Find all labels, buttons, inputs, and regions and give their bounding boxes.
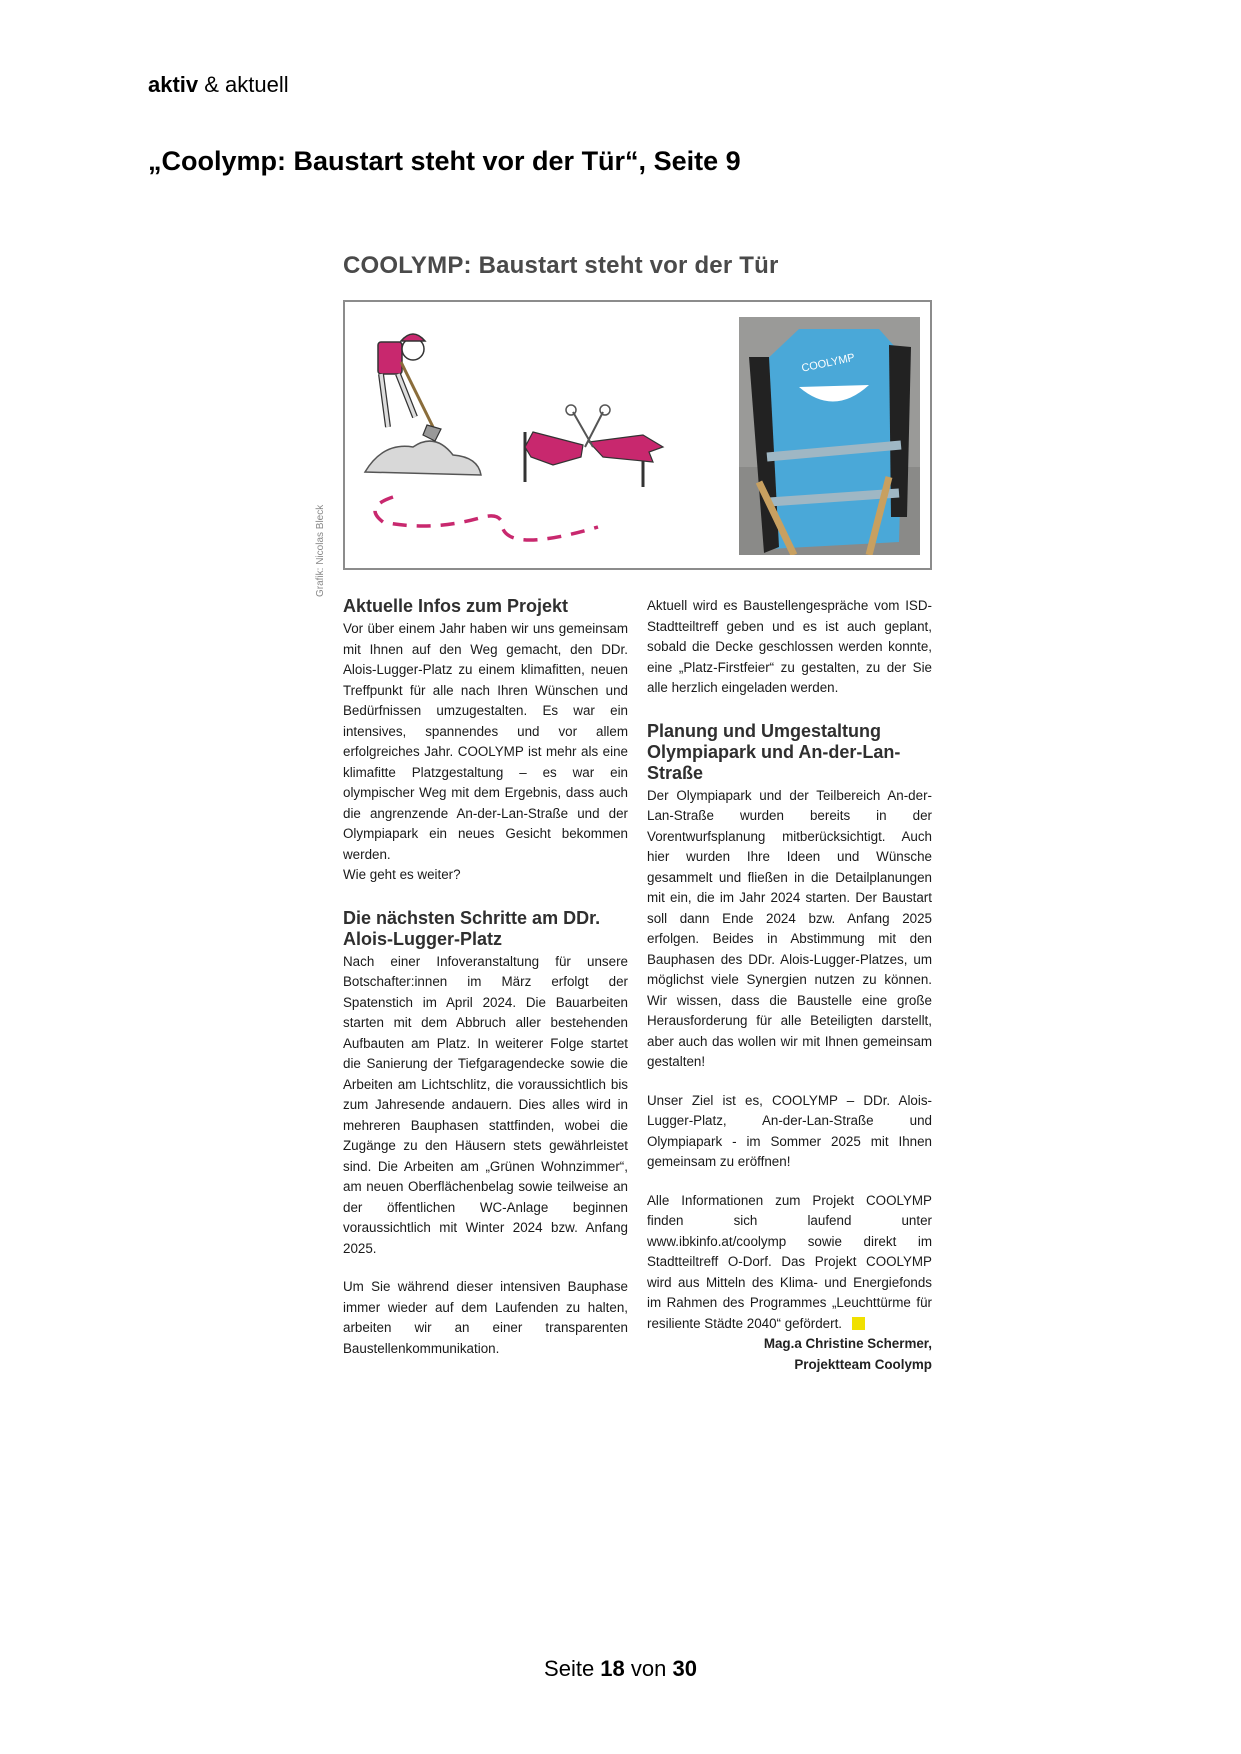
construction-illustration [353,307,733,567]
heading-current-info: Aktuelle Infos zum Projekt [343,596,569,616]
paragraph-more-info [647,1191,932,1335]
article-figure [315,300,932,597]
document-header [148,72,289,98]
end-mark-icon [852,1317,865,1330]
paragraph-planning: Der Olympiapark und der Teilbereich An-der-Lan-Straße wurden bereits in der Vorentwurfsplanung mitberücksichtigt. Auch hier wurden Ihre Ideen und Wünsche gesammelt und fließen in die Detailplanungen mit ein, die im Jahr 2024 starten. Der Baustart soll dann Ende 2024 bzw. Anfang 2025 erfolgen. Beides in Abstimmung mit den Bauphasen des DDr. Alois-Lugger-Platzes, um möglichst viele Synergien nutzen zu können. Wir wissen, dass die Baustelle eine große Herausforderung für alle Beteiligten darstellt, aber auch das wollen wir mit Ihnen gemeinsam gestalten! [647,787,932,1069]
article-right-column [647,596,932,1375]
document-title: „Coolymp: Baustart steht vor der Tür“, Seite 9 [148,146,741,176]
paragraph-intro: Vor über einem Jahr haben wir uns gemeinsam mit Ihnen auf den Weg gemacht, den DDr. Alois-Lugger-Platz zu einem klimafitten, neuen Treffpunkt für alle nach Ihren Wünschen und Bedürfnissen umzugestalten. Es war ein intensives, spannendes und vor allem erfolgreiches Jahr. COOLYMP ist mehr als eine klimafitte Platzgestaltung – es war ein olympischer Weg mit dem Ergebnis, dass auch die angrenzende An-der-Lan-Straße und der Olympiapark ein neues Gesicht bekommen werden. [343,621,628,862]
more-info-text: Alle Informationen zum Projekt COOLYMP finden sich laufend unter www.ibkinfo.at/coolymp sowie direkt im Stadtteiltreff O-Dorf. Das Projekt COOLYMP wird aus Mitteln des Klima- und Energiefonds im Rahmen des Programmes „Leuchttürme für resiliente Städte 2040“ gefördert. [647,1192,932,1331]
article-title: COOLYMP: Baustart steht vor der Tür [343,252,779,279]
dashed-path [375,497,598,540]
image-credit: Grafik: Nicolas Bleck [315,504,326,597]
vest-logo-text: COOLYMP [800,351,856,375]
rubble-pile [365,441,481,475]
ribbon-cutting [525,405,663,487]
heading-planning: Planung und Umgestaltung Olympiapark und An-der-Lan-Straße [647,720,901,783]
heading-next-steps: Die nächsten Schritte am DDr. Alois-Lugger-Platz [343,907,601,949]
paragraph-communication: Um Sie während dieser intensiven Bauphase immer wieder auf dem Laufenden zu halten, arbeiten wir an einer transparenten Baustellenkommunikation. [343,1279,628,1356]
page-footer [0,1656,1241,1682]
header-brand-bold: aktiv [148,72,199,97]
author-signature [647,1334,932,1375]
footer-middle: von [624,1656,673,1681]
header-brand-rest: & aktuell [198,72,289,97]
worker-figure [378,334,441,441]
article-clipping [315,252,940,1432]
author-team: Projektteam Coolymp [794,1356,932,1372]
paragraph-site-talks: Aktuell wird es Baustellengespräche vom ISD-Stadtteiltreff geben und es ist auch geplant, sobald die Decke geschlossen werden konnte, eine „Platz-Firstfeier“ zu gestalten, zu der Sie alle herzlich eingeladen werden. [647,598,932,695]
author-name: Mag.a Christine Schermer, [763,1336,932,1351]
footer-prefix: Seite [544,1656,601,1681]
footer-page-number: 18 [600,1656,625,1681]
footer-total-pages: 30 [672,1656,697,1681]
paragraph-question: Wie geht es weiter? [343,867,461,882]
paragraph-goal: Unser Ziel ist es, COOLYMP – DDr. Alois-Lugger-Platz, An-der-Lan-Straße und Olympiapark - im Sommer 2025 mit Ihnen gemeinsam zu eröffnen! [647,1092,932,1169]
article-left-column [343,596,628,1359]
paragraph-next-steps: Nach einer Infoveranstaltung für unsere Botschafter:innen im März erfolgt der Spatenstich im April 2024. Die Bauarbeiten starten mit dem Abbruch aller bestehenden Aufbauten am Platz. In weiterer Folge startet die Sanierung der Tiefgaragendecke sowie die Arbeiten am Lichtschlitz, die voraussichtlich bis zum Jahresende andauern. Dies alles wird in mehreren Bauphasen stattfinden, wobei die Zugänge zu den Häusern stets gewährleistet sind. Die Arbeiten am „Grünen Wohnzimmer“, am neuen Oberflächenbelag sowie teilweise an der öffentlichen WC-Anlage beginnen voraussichtlich mit Winter 2024 bzw. Anfang 2025. [343,953,628,1256]
vest-on-chair-photo [739,317,920,555]
